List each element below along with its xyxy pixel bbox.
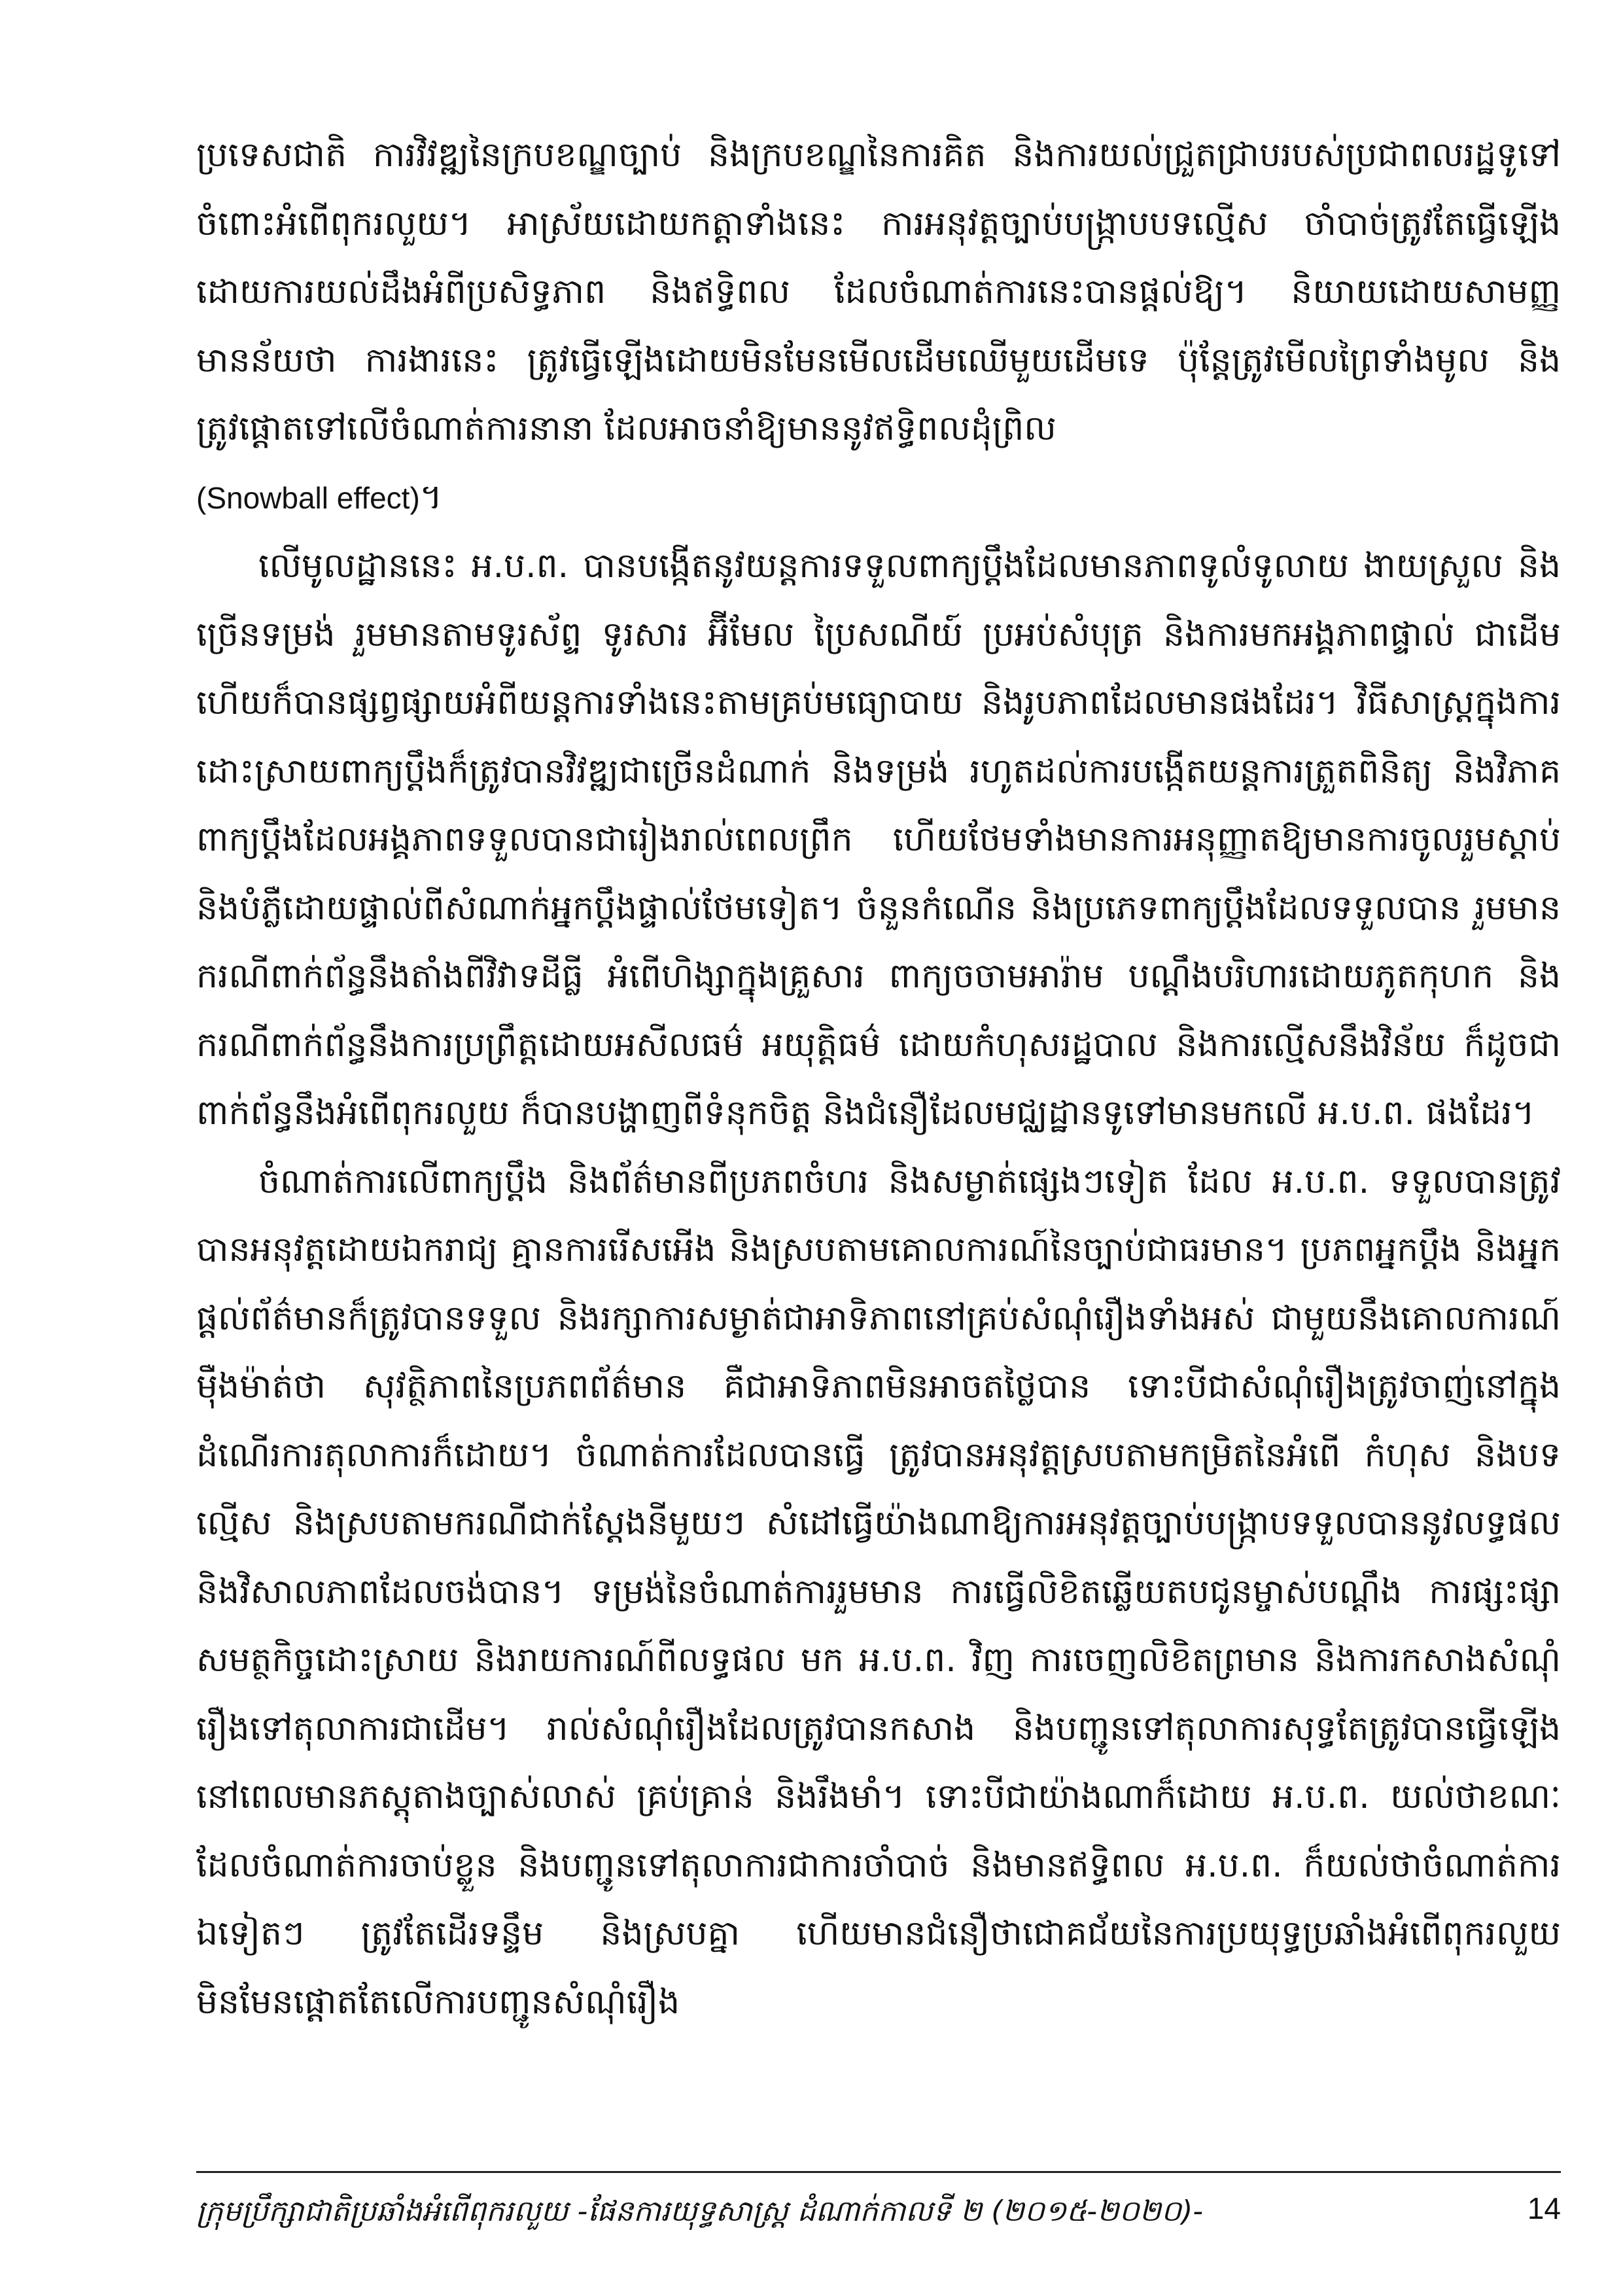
- paragraph-2: លើមូលដ្ឋាននេះ អ.ប.ព. បានបង្កើតនូវយន្តការទទួលពាក្យប្តឹងដែលមានភាពទូលំទូលាយ ងាយស្រួល និងច្រើនទម្រង់ រួមមានតាមទូរស័ព្ទ ទូរសារ អ៊ីមែល ប្រៃសណីយ៍ ប្រអប់សំបុត្រ និងការមកអង្គភាពផ្ទាល់ ជាដើម ហើយក៏បានផ្សព្វផ្សាយអំពីយន្តការទាំងនេះតាមគ្រប់មធ្យោបាយ និងរូបភាពដែលមានផងដែរ។ វិធីសាស្ត្រក្នុងការដោះស្រាយពាក្យប្តឹងក៏ត្រូវបានវិវឌ្ឍជាច្រើនដំណាក់ និងទម្រង់ រហូតដល់ការបង្កើតយន្តការត្រួតពិនិត្យ និងវិភាគពាក្យប្តឹងដែលអង្គភាពទទួលបានជារៀងរាល់ពេលព្រឹក ហើយថែមទាំងមានការអនុញ្ញាតឱ្យមានការចូលរួមស្តាប់ និងបំភ្លឺដោយផ្ទាល់ពីសំណាក់អ្នកប្តឹងផ្ទាល់ថែមទៀត។ ចំនួនកំណើន និងប្រភេទពាក្យប្តឹងដែលទទួលបាន រួមមានករណីពាក់ព័ន្ធនឹងតាំងពីវិវាទដីធ្លី អំពើហិង្សាក្នុងគ្រួសារ ពាក្យចចាមអារ៉ាម បណ្តឹងបរិហារដោយភូតកុហក និងករណីពាក់ព័ន្ធនឹងការប្រព្រឹត្តដោយអសីលធម៌ អយុត្តិធម៌ ដោយកំហុសរដ្ឋបាល និងការល្មើសនឹងវិន័យ ក៏ដូចជាពាក់ព័ន្ធនឹងអំពើពុករលួយ ក៏បានបង្ហាញពីទំនុកចិត្ត និងជំនឿដែលមជ្ឈដ្ឋានទូទៅមានមកលើ អ.ប.ព. ផងដែរ។: [196, 546, 1561, 1133]
- footer-title: ក្រុមប្រឹក្សាជាតិប្រឆាំងអំពើពុករលួយ -ផែនការយុទ្ធសាស្ត្រ ដំណាក់កាលទី ២ (២០១៥-២០២០)-: [196, 2195, 1204, 2228]
- document-body: [196, 121, 1561, 2036]
- paragraph-1-text: ប្រទេសជាតិ ការវិវឌ្ឍនៃក្របខណ្ឌច្បាប់ និងក្របខណ្ឌនៃការគិត និងការយល់ជ្រួតជ្រាបរបស់ប្រជាពលរដ្ឋទូទៅចំពោះអំពើពុករលួយ។ អាស្រ័យដោយកត្តាទាំងនេះ ការអនុវត្តច្បាប់បង្ក្រាបបទល្មើស ចាំបាច់ត្រូវតែធ្វើឡើងដោយការយល់ដឹងអំពីប្រសិទ្ធភាព និងឥទ្ធិពល ដែលចំណាត់ការនេះបានផ្តល់ឱ្យ។ និយាយដោយសាមញ្ញមានន័យថា ការងារនេះ ត្រូវធ្វើឡើងដោយមិនមែនមើលដើមឈើមួយដើមទេ ប៉ុន្តែត្រូវមើលព្រៃទាំងមូល និងត្រូវផ្តោតទៅលើចំណាត់ការនានា ដែលអាចនាំឱ្យមាននូវឥទ្ធិពលដុំព្រិល: [196, 135, 1561, 448]
- snowball-effect-term: (Snowball effect): [196, 480, 420, 515]
- paragraph-1: [196, 121, 1561, 532]
- footer-divider: [196, 2171, 1561, 2173]
- page-number: 14: [1527, 2191, 1561, 2225]
- paragraph-3: ចំណាត់ការលើពាក្យប្តឹង និងព័ត៌មានពីប្រភពចំហរ និងសម្ងាត់ផ្សេងៗទៀត ដែល អ.ប.ព. ទទួលបានត្រូវបានអនុវត្តដោយឯករាជ្យ គ្មានការរើសអើង និងស្របតាមគោលការណ៍នៃច្បាប់ជាធរមាន។ ប្រភពអ្នកប្តឹង និងអ្នកផ្តល់ព័ត៌មានក៏ត្រូវបានទទួល និងរក្សាការសម្ងាត់ជាអាទិភាពនៅគ្រប់សំណុំរឿងទាំងអស់ ជាមួយនឹងគោលការណ៍ម៉ឺងម៉ាត់ថា សុវត្ថិភាពនៃប្រភពព័ត៌មាន គឺជាអាទិភាពមិនអាចតថ្លៃបាន ទោះបីជាសំណុំរឿងត្រូវចាញ់នៅក្នុងដំណើរការតុលាការក៏ដោយ។ ចំណាត់ការដែលបានធ្វើ ត្រូវបានអនុវត្តស្របតាមកម្រិតនៃអំពើ កំហុស និងបទល្មើស និងស្របតាមករណីជាក់ស្តែងនីមួយៗ សំដៅធ្វើយ៉ាងណាឱ្យការអនុវត្តច្បាប់បង្ក្រាបទទួលបាននូវលទ្ធផល និងវិសាលភាពដែលចង់បាន។ ទម្រង់នៃចំណាត់ការរួមមាន ការធ្វើលិខិតឆ្លើយតបជូនម្ចាស់បណ្តឹង ការផ្សះផ្សាសមត្ថកិច្ចដោះស្រាយ និងរាយការណ៍ពីលទ្ធផល មក អ.ប.ព. វិញ ការចេញលិខិតព្រមាន និងការកសាងសំណុំរឿងទៅតុលាការជាដើម។ រាល់សំណុំរឿងដែលត្រូវបានកសាង និងបញ្ជូនទៅតុលាការសុទ្ធតែត្រូវបានធ្វើឡើងនៅពេលមានភស្តុតាងច្បាស់លាស់ គ្រប់គ្រាន់ និងរឹងមាំ។ ទោះបីជាយ៉ាងណាក៏ដោយ អ.ប.ព. យល់ថាខណៈដែលចំណាត់ការចាប់ខ្លួន និងបញ្ជូនទៅតុលាការជាការចាំបាច់ និងមានឥទ្ធិពល អ.ប.ព. ក៏យល់ថាចំណាត់ការឯទៀតៗ ត្រូវតែដើរទន្ទឹម និងស្របគ្នា ហើយមានជំនឿថាជោគជ័យនៃការប្រយុទ្ធប្រឆាំងអំពើពុករលួយ មិនមែនផ្តោតតែលើការបញ្ជូនសំណុំរឿង: [196, 1161, 1561, 2022]
- paragraph-1-end: ។: [419, 477, 443, 517]
